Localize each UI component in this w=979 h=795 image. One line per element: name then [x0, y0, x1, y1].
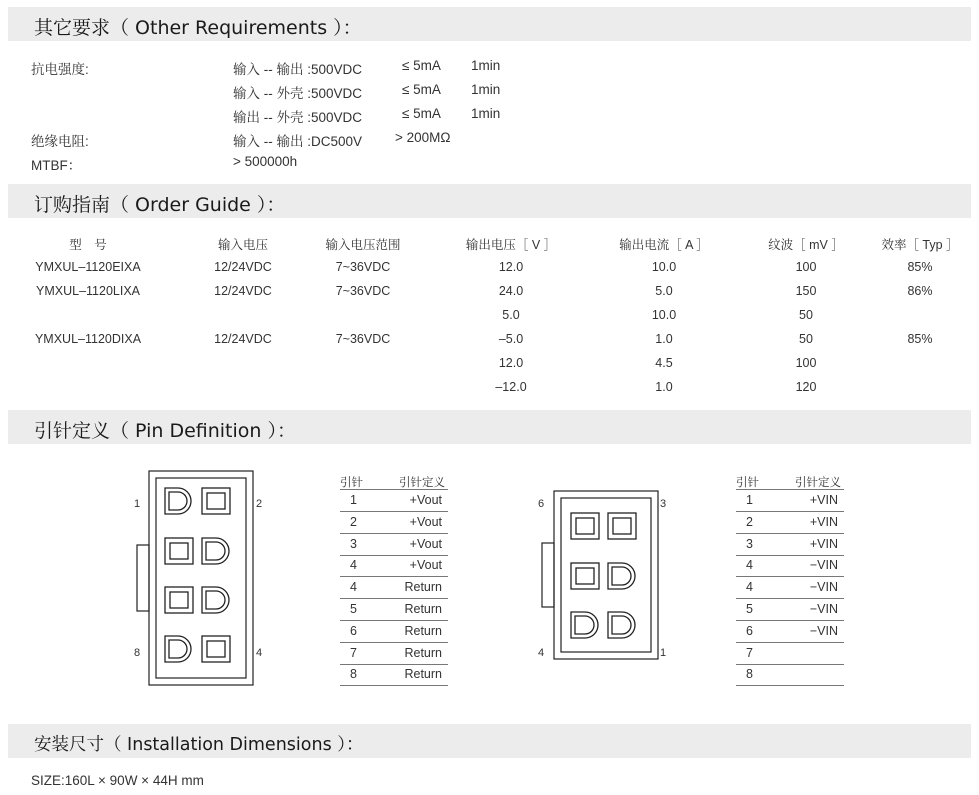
conn6-label-br: 1: [660, 647, 667, 659]
pin-number: 3: [350, 536, 357, 551]
section-other-bar: [8, 7, 971, 41]
req-value: 输出 -- 外壳 :500VDC: [233, 110, 363, 125]
req-extra: ≤ 5mA: [402, 58, 441, 73]
order-cell: 12/24VDC: [214, 260, 272, 274]
pin-function: +VIN: [809, 493, 838, 507]
conn8-label-tl: 1: [134, 498, 141, 510]
pin-number: 1: [350, 493, 357, 507]
size-text: SIZE:160L × 90W × 44H mm: [31, 773, 204, 788]
pin-number: 2: [350, 514, 357, 529]
pin-row: [340, 621, 448, 643]
pin-function: Return: [404, 580, 442, 595]
pin-row: [340, 512, 448, 534]
pin-number: 2: [746, 514, 753, 529]
pin-row: [340, 599, 448, 621]
connector-6pin-icon: [530, 488, 680, 663]
order-cell: 100: [795, 260, 817, 274]
order-cell: YMXUL–1120EIXA: [35, 260, 141, 274]
order-cell: 12.0: [498, 260, 524, 274]
pin-function: Return: [404, 667, 442, 682]
order-cell: 7~36VDC: [335, 332, 391, 346]
pin-row: [736, 621, 844, 643]
pin-number: 8: [350, 667, 357, 682]
pin-number: 5: [350, 602, 357, 616]
order-cell: 100: [795, 356, 817, 370]
req-value: > 500000h: [233, 154, 298, 169]
pin-function: −VIN: [809, 580, 838, 595]
pin-row: [736, 534, 844, 556]
pin-row: [340, 577, 448, 599]
conn6-label-bl: 4: [538, 647, 545, 659]
order-cell: 50: [799, 332, 813, 346]
order-cell: 86%: [907, 284, 933, 298]
order-cell: 24.0: [498, 284, 524, 298]
pin-in-header-pin: 引针: [736, 477, 759, 489]
pin-function: +Vout: [409, 493, 442, 507]
req-label: MTBF：: [31, 158, 82, 173]
section-pin-title: 引针定义（ Pin Definition ）：: [34, 420, 296, 442]
order-cell: 150: [795, 284, 817, 298]
pin-number: 7: [746, 645, 753, 660]
req-value: 输入 -- 输出 :500VDC: [233, 62, 363, 77]
order-cell: 85%: [907, 260, 933, 274]
pin-in-header-def: 引针定义: [795, 477, 841, 489]
req-label: 抗电强度:: [31, 62, 89, 77]
order-cell: 85%: [907, 332, 933, 346]
order-cell: 4.5: [655, 356, 673, 370]
pin-number: 4: [746, 580, 753, 595]
section-order-bar: [8, 184, 971, 218]
section-install-bar: [8, 724, 971, 758]
pin-table-header-rule: [736, 489, 844, 490]
order-cell: 12.0: [498, 356, 524, 370]
conn6-label-tr: 3: [660, 498, 667, 510]
req-extra: > 200MΩ: [395, 130, 451, 145]
req-label: 绝缘电阻:: [31, 134, 89, 149]
pin-function: +VIN: [809, 514, 838, 529]
req-time: 1min: [471, 106, 501, 121]
pin-row: [736, 643, 844, 665]
order-cell: 7~36VDC: [335, 260, 391, 274]
req-time: 1min: [471, 58, 501, 73]
req-value: 输入 -- 外壳 :500VDC: [233, 86, 363, 101]
pin-number: 7: [350, 645, 357, 660]
pin-row: [736, 577, 844, 599]
section-install-title: 安装尺寸（ Installation Dimensions ）：: [34, 735, 364, 755]
order-cell: 12/24VDC: [214, 332, 272, 346]
order-cell: 120: [795, 380, 817, 394]
req-time: 1min: [471, 82, 501, 97]
pin-number: 8: [746, 667, 753, 682]
order-cell: YMXUL–1120LIXA: [36, 284, 140, 298]
pin-table-header-rule: [340, 489, 448, 490]
pin-row: [340, 534, 448, 556]
order-header-cell: 输入电压范围: [325, 238, 401, 252]
pin-row: [340, 490, 448, 512]
pin-function: +VIN: [809, 536, 838, 551]
pin-row: [340, 643, 448, 665]
order-header-cell: 效率［ Typ ］: [881, 238, 959, 252]
order-cell: 1.0: [655, 380, 673, 394]
pin-function: +Vout: [409, 558, 442, 573]
section-other-title: 其它要求（ Other Requirements ）：: [34, 17, 362, 39]
req-extra: ≤ 5mA: [402, 106, 441, 121]
pin-number: 4: [350, 580, 357, 595]
order-header-cell: 纹波［ mV ］: [768, 238, 844, 252]
connector-6pin-drawing: [530, 488, 680, 663]
order-cell: 10.0: [651, 260, 677, 274]
pin-out-header-def: 引针定义: [399, 477, 445, 489]
pin-function: Return: [404, 645, 442, 660]
pin-number: 4: [746, 558, 753, 573]
conn8-label-tr: 2: [256, 498, 263, 510]
pin-function: −VIN: [809, 558, 838, 573]
pin-function: +Vout: [409, 514, 442, 529]
pin-row: [736, 512, 844, 534]
order-cell: –12.0: [495, 380, 527, 394]
pin-row: [340, 664, 448, 686]
pin-out-header-pin: 引针: [340, 477, 363, 489]
pin-number: 3: [746, 536, 753, 551]
order-cell: 1.0: [655, 332, 673, 346]
order-cell: 10.0: [651, 308, 677, 322]
order-cell: 7~36VDC: [335, 284, 391, 298]
pin-number: 6: [350, 623, 357, 638]
order-cell: 12/24VDC: [214, 284, 272, 298]
pin-row: [736, 664, 844, 686]
order-header-cell: 型 号: [69, 238, 107, 252]
pin-function: Return: [404, 623, 442, 638]
order-cell: 5.0: [655, 284, 673, 298]
pin-number: 5: [746, 602, 753, 616]
order-cell: –5.0: [498, 332, 524, 346]
pin-row: [736, 555, 844, 577]
req-extra: ≤ 5mA: [402, 82, 441, 97]
section-pin-bar: [8, 410, 971, 444]
pin-row: [736, 490, 844, 512]
conn6-label-tl: 6: [538, 498, 545, 510]
pin-number: 4: [350, 558, 357, 573]
conn8-label-br: 4: [256, 647, 263, 659]
section-order-title: 订购指南（ Order Guide ）：: [34, 194, 286, 216]
order-cell: 5.0: [502, 308, 520, 322]
pin-row: [340, 555, 448, 577]
order-header-cell: 输出电压［ V ］: [465, 238, 557, 252]
pin-function: −VIN: [809, 623, 838, 638]
req-value: 输入 -- 输出 :DC500V: [233, 134, 363, 149]
pin-function: −VIN: [809, 602, 838, 616]
conn8-label-bl: 8: [134, 647, 141, 659]
pin-row: [736, 599, 844, 621]
pin-number: 6: [746, 623, 753, 638]
pin-function: Return: [404, 602, 442, 616]
pin-number: 1: [746, 493, 753, 507]
order-header-cell: 输入电压: [217, 238, 268, 252]
order-cell: 50: [799, 308, 813, 322]
order-header-cell: 输出电流［ A ］: [619, 238, 709, 252]
order-cell: YMXUL–1120DIXA: [34, 332, 142, 346]
pin-function: +Vout: [409, 536, 442, 551]
